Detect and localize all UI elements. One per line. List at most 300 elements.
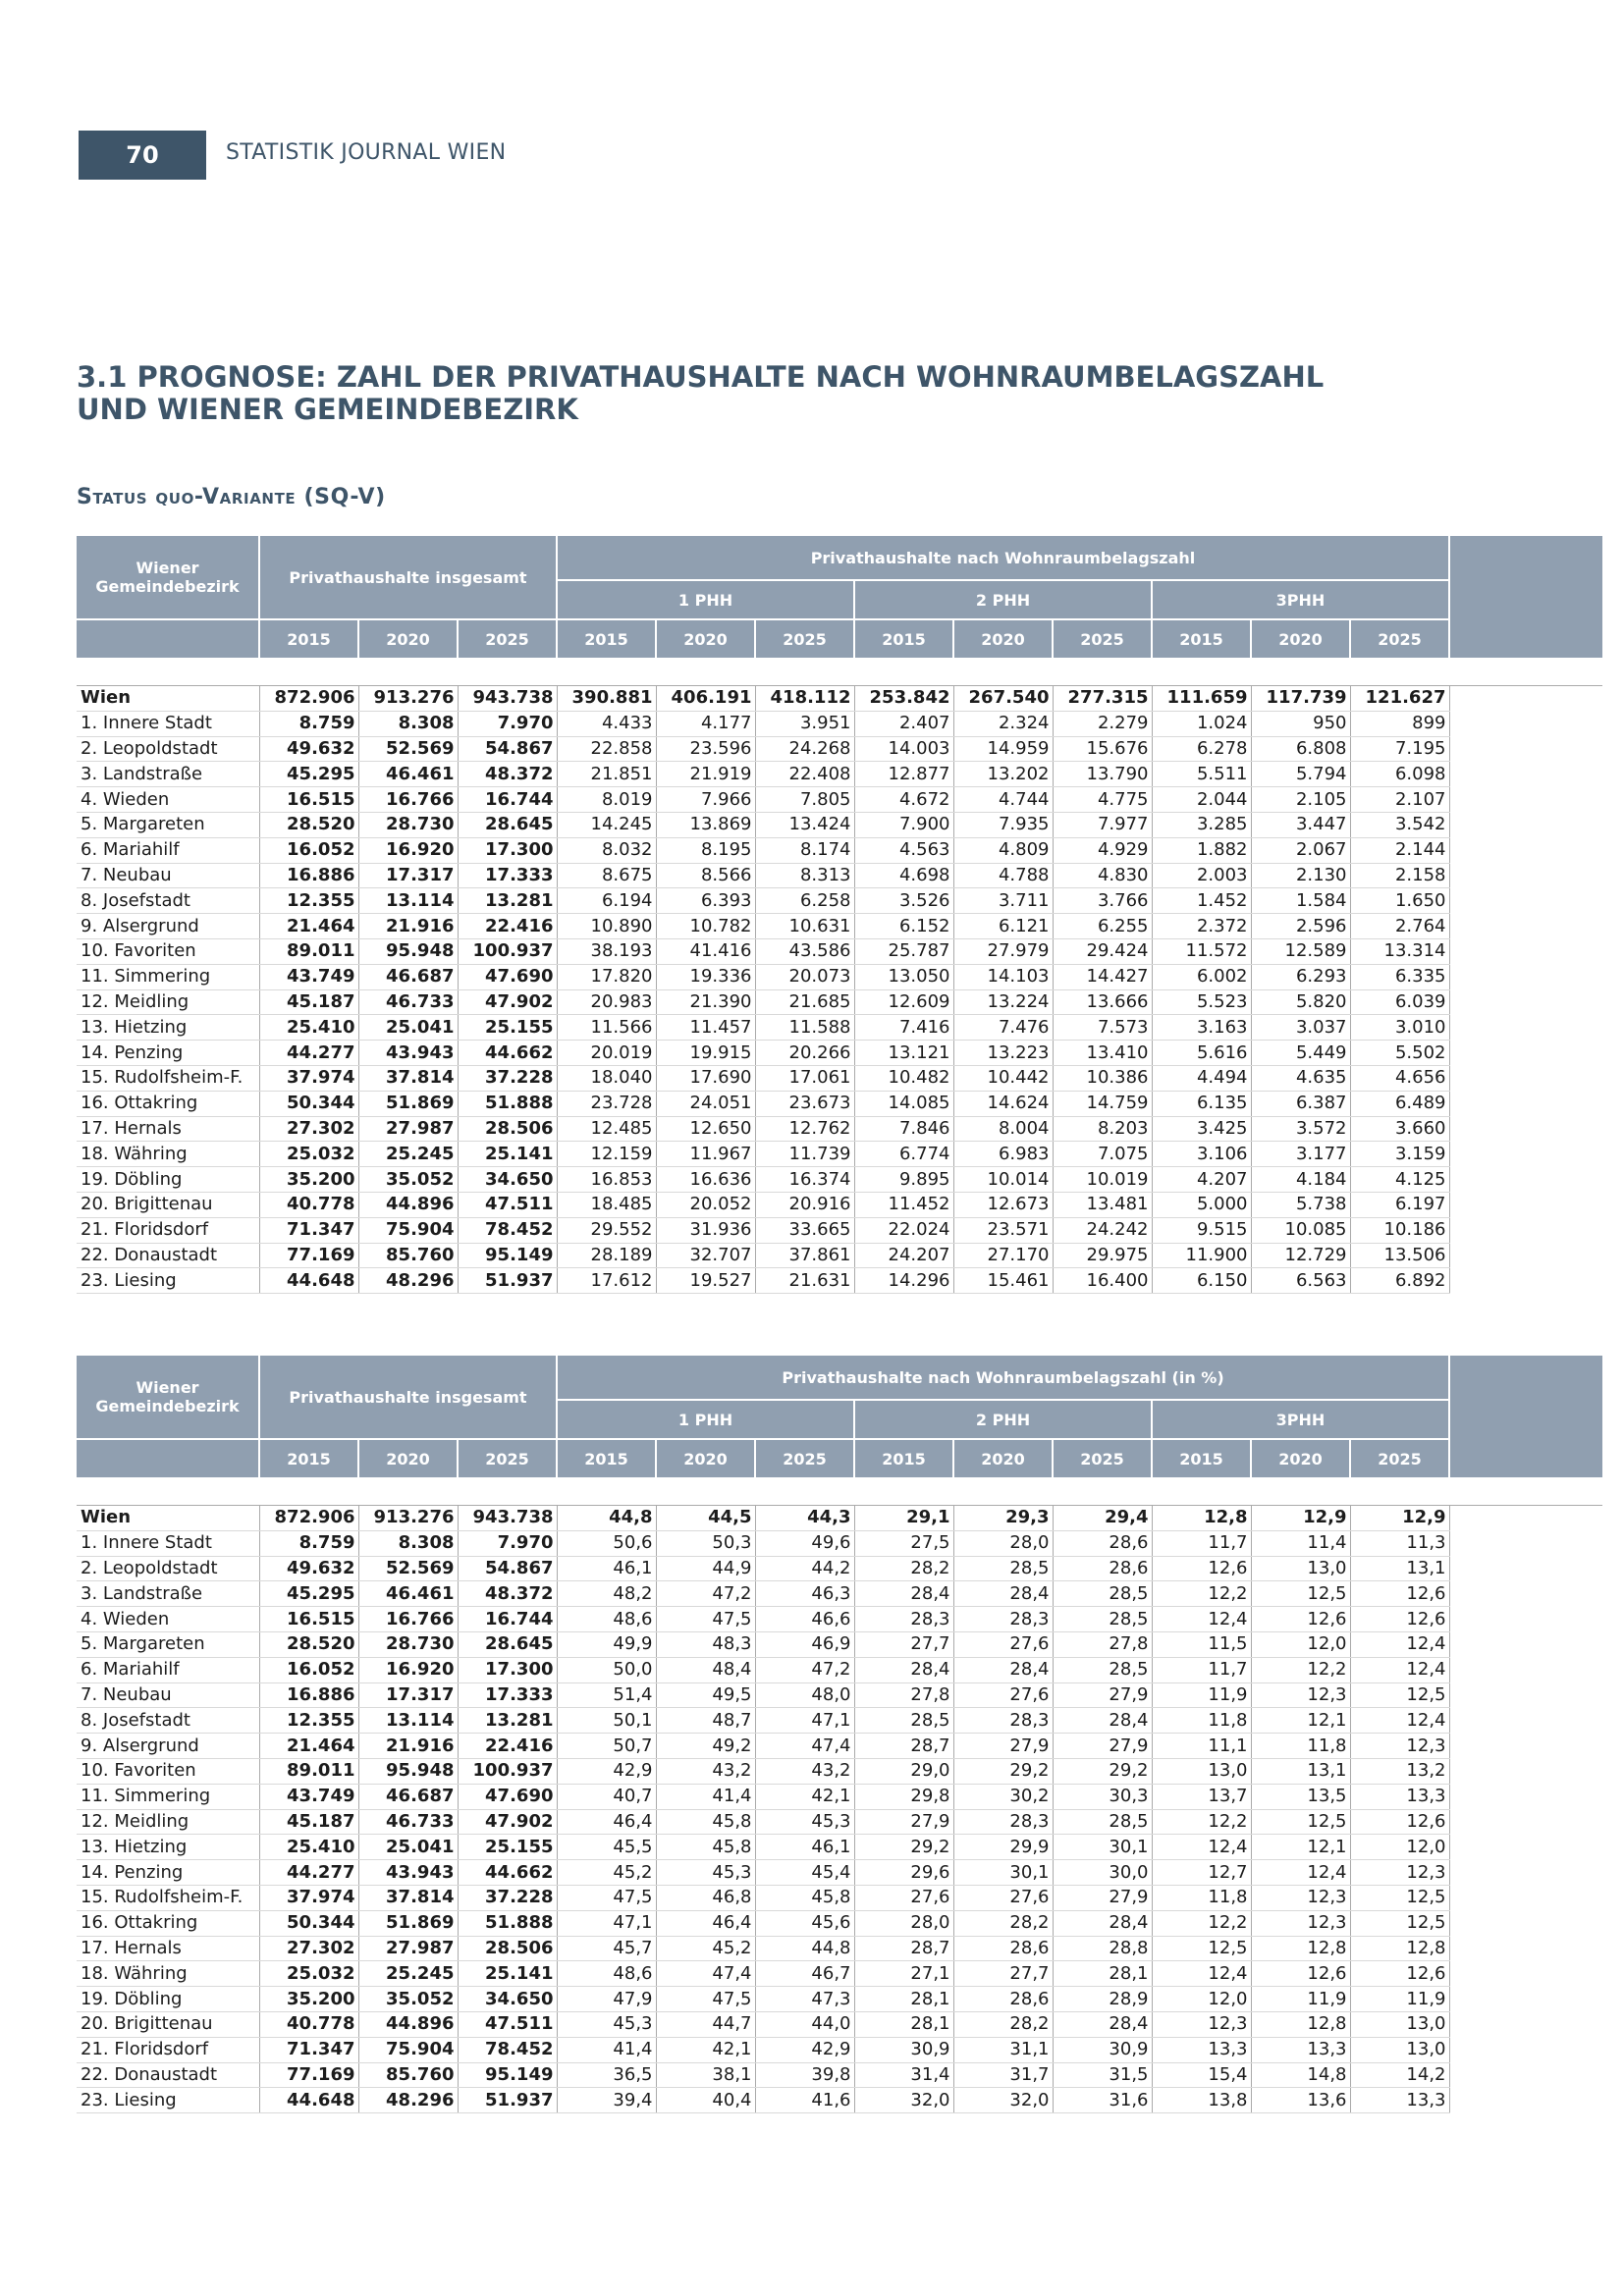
- value-cell: 277.315: [1053, 686, 1152, 712]
- value-cell: 3.037: [1251, 1015, 1350, 1041]
- value-cell: 18.040: [557, 1065, 656, 1091]
- value-cell: 78.452: [458, 2037, 557, 2062]
- value-cell: 17.333: [458, 863, 557, 888]
- value-cell: 4.775: [1053, 787, 1152, 813]
- value-cell: 22.416: [458, 1734, 557, 1759]
- households-count-table: [77, 536, 1602, 1294]
- row-extension: [1449, 1268, 1602, 1294]
- table-row: [77, 1167, 1602, 1193]
- value-cell: 12,7: [1152, 1860, 1251, 1886]
- table-row: [77, 1987, 1602, 2012]
- value-cell: 16.744: [458, 1607, 557, 1632]
- value-cell: 45,8: [656, 1809, 755, 1835]
- value-cell: 7.075: [1053, 1142, 1152, 1167]
- value-cell: 25.041: [358, 1835, 458, 1860]
- value-cell: 16.920: [358, 837, 458, 863]
- value-cell: 14.759: [1053, 1091, 1152, 1116]
- value-cell: 39,8: [755, 2062, 854, 2088]
- value-cell: 54.867: [458, 736, 557, 762]
- district-name-cell: 7. Neubau: [77, 863, 259, 888]
- value-cell: 27,9: [953, 1734, 1053, 1759]
- table-row: [77, 1091, 1602, 1116]
- value-cell: 5.502: [1350, 1041, 1449, 1066]
- value-cell: 5.449: [1251, 1041, 1350, 1066]
- value-cell: 6.194: [557, 888, 656, 914]
- value-cell: 27,6: [854, 1885, 953, 1910]
- value-cell: 22.416: [458, 914, 557, 939]
- value-cell: 41,4: [557, 2037, 656, 2062]
- value-cell: 7.573: [1053, 1015, 1152, 1041]
- value-cell: 17.690: [656, 1065, 755, 1091]
- value-cell: 28,0: [953, 1530, 1053, 1556]
- value-cell: 4.809: [953, 837, 1053, 863]
- value-cell: 16.920: [358, 1657, 458, 1682]
- table-row: [77, 1910, 1602, 1936]
- value-cell: 24.242: [1053, 1217, 1152, 1243]
- value-cell: 13.281: [458, 1708, 557, 1734]
- value-cell: 48,6: [557, 1607, 656, 1632]
- value-cell: 27,6: [953, 1682, 1053, 1708]
- district-name-cell: 17. Hernals: [77, 1116, 259, 1142]
- value-cell: 22.408: [755, 762, 854, 787]
- year-header: 2015: [1152, 619, 1251, 658]
- value-cell: 2.003: [1152, 863, 1251, 888]
- value-cell: 30,2: [953, 1784, 1053, 1809]
- value-cell: 37.974: [259, 1885, 358, 1910]
- value-cell: 12,6: [1350, 1581, 1449, 1607]
- value-cell: 16.636: [656, 1167, 755, 1193]
- value-cell: 28,2: [953, 2011, 1053, 2037]
- table-row: [77, 1809, 1602, 1835]
- year-header: 2015: [259, 619, 358, 658]
- value-cell: 12,0: [1350, 1835, 1449, 1860]
- value-cell: 51.937: [458, 2088, 557, 2113]
- value-cell: 12,3: [1251, 1682, 1350, 1708]
- value-cell: 41.416: [656, 938, 755, 964]
- value-cell: 85.760: [358, 1243, 458, 1268]
- value-cell: 4.656: [1350, 1065, 1449, 1091]
- district-name-cell: 18. Währing: [77, 1961, 259, 1987]
- table-row: [77, 1835, 1602, 1860]
- value-cell: 28,4: [854, 1581, 953, 1607]
- district-name-cell: 17. Hernals: [77, 1936, 259, 1961]
- district-name-cell: 23. Liesing: [77, 1268, 259, 1294]
- value-cell: 12,0: [1251, 1631, 1350, 1657]
- value-cell: 45,3: [557, 2011, 656, 2037]
- header-extension: [1449, 1356, 1602, 1477]
- value-cell: 18.485: [557, 1192, 656, 1217]
- value-cell: 12,4: [1152, 1607, 1251, 1632]
- district-name-cell: 8. Josefstadt: [77, 888, 259, 914]
- value-cell: 10.442: [953, 1065, 1053, 1091]
- value-cell: 4.177: [656, 711, 755, 736]
- value-cell: 32,0: [854, 2088, 953, 2113]
- value-cell: 44,8: [557, 1506, 656, 1531]
- value-cell: 12,2: [1152, 1809, 1251, 1835]
- by-occupancy-percent-header: Privathaushalte nach Wohnraumbelagszahl (in %): [557, 1356, 1449, 1400]
- value-cell: 28,6: [1053, 1556, 1152, 1581]
- value-cell: 30,0: [1053, 1860, 1152, 1886]
- value-cell: 48,6: [557, 1961, 656, 1987]
- value-cell: 28.189: [557, 1243, 656, 1268]
- row-extension: [1449, 711, 1602, 736]
- value-cell: 47,1: [755, 1708, 854, 1734]
- value-cell: 28,4: [854, 1657, 953, 1682]
- value-cell: 45,7: [557, 1936, 656, 1961]
- value-cell: 4.563: [854, 837, 953, 863]
- table-row: [77, 1631, 1602, 1657]
- value-cell: 267.540: [953, 686, 1053, 712]
- value-cell: 44,7: [656, 2011, 755, 2037]
- value-cell: 8.308: [358, 1530, 458, 1556]
- value-cell: 4.635: [1251, 1065, 1350, 1091]
- value-cell: 12.729: [1251, 1243, 1350, 1268]
- value-cell: 12,8: [1251, 2011, 1350, 2037]
- value-cell: 44,9: [656, 1556, 755, 1581]
- district-name-cell: 20. Brigittenau: [77, 2011, 259, 2037]
- value-cell: 12,4: [1152, 1961, 1251, 1987]
- value-cell: 3.447: [1251, 812, 1350, 837]
- row-extension: [1449, 2088, 1602, 2113]
- district-name-cell: 9. Alsergrund: [77, 1734, 259, 1759]
- value-cell: 14,2: [1350, 2062, 1449, 2088]
- value-cell: 28,3: [854, 1607, 953, 1632]
- total-column-header: Privathaushalte insgesamt: [259, 536, 557, 619]
- value-cell: 253.842: [854, 686, 953, 712]
- value-cell: 6.002: [1152, 964, 1251, 989]
- value-cell: 29,4: [1053, 1506, 1152, 1531]
- value-cell: 4.433: [557, 711, 656, 736]
- value-cell: 46,4: [557, 1809, 656, 1835]
- value-cell: 51,4: [557, 1682, 656, 1708]
- value-cell: 6.152: [854, 914, 953, 939]
- value-cell: 24.268: [755, 736, 854, 762]
- value-cell: 15,4: [1152, 2062, 1251, 2088]
- value-cell: 2.044: [1152, 787, 1251, 813]
- year-header: 2025: [1053, 619, 1152, 658]
- year-header: 2020: [358, 1439, 458, 1477]
- value-cell: 6.983: [953, 1142, 1053, 1167]
- value-cell: 12,1: [1251, 1708, 1350, 1734]
- value-cell: 13,1: [1251, 1758, 1350, 1784]
- value-cell: 2.067: [1251, 837, 1350, 863]
- table-row: [77, 938, 1602, 964]
- value-cell: 28,6: [953, 1936, 1053, 1961]
- value-cell: 6.278: [1152, 736, 1251, 762]
- value-cell: 25.041: [358, 1015, 458, 1041]
- value-cell: 21.390: [656, 989, 755, 1015]
- value-cell: 44.277: [259, 1041, 358, 1066]
- value-cell: 12,5: [1152, 1936, 1251, 1961]
- value-cell: 10.890: [557, 914, 656, 939]
- value-cell: 8.203: [1053, 1116, 1152, 1142]
- value-cell: 20.266: [755, 1041, 854, 1066]
- value-cell: 12,6: [1350, 1809, 1449, 1835]
- district-name-cell: 21. Floridsdorf: [77, 1217, 259, 1243]
- spacer-row: [77, 658, 1602, 686]
- row-extension: [1449, 1091, 1602, 1116]
- table-row: [77, 2037, 1602, 2062]
- value-cell: 49.632: [259, 736, 358, 762]
- row-extension: [1449, 863, 1602, 888]
- value-cell: 13,5: [1251, 1784, 1350, 1809]
- value-cell: 17.820: [557, 964, 656, 989]
- value-cell: 20.983: [557, 989, 656, 1015]
- value-cell: 16.515: [259, 1607, 358, 1632]
- value-cell: 16.400: [1053, 1268, 1152, 1294]
- value-cell: 11.566: [557, 1015, 656, 1041]
- value-cell: 16.052: [259, 1657, 358, 1682]
- table-row: [77, 1506, 1602, 1531]
- value-cell: 28.645: [458, 812, 557, 837]
- value-cell: 12.355: [259, 888, 358, 914]
- value-cell: 3.526: [854, 888, 953, 914]
- value-cell: 37.861: [755, 1243, 854, 1268]
- value-cell: 872.906: [259, 686, 358, 712]
- value-cell: 78.452: [458, 1217, 557, 1243]
- value-cell: 5.738: [1251, 1192, 1350, 1217]
- value-cell: 28,8: [1053, 1936, 1152, 1961]
- value-cell: 25.410: [259, 1015, 358, 1041]
- value-cell: 3.010: [1350, 1015, 1449, 1041]
- value-cell: 11.739: [755, 1142, 854, 1167]
- value-cell: 13.506: [1350, 1243, 1449, 1268]
- value-cell: 35.200: [259, 1167, 358, 1193]
- value-cell: 13,3: [1152, 2037, 1251, 2062]
- value-cell: 29.975: [1053, 1243, 1152, 1268]
- value-cell: 44.896: [358, 1192, 458, 1217]
- value-cell: 6.197: [1350, 1192, 1449, 1217]
- value-cell: 10.631: [755, 914, 854, 939]
- value-cell: 1.024: [1152, 711, 1251, 736]
- value-cell: 6.121: [953, 914, 1053, 939]
- value-cell: 3.542: [1350, 812, 1449, 837]
- section-title-line-1: 3.1 PROGNOSE: ZAHL DER PRIVATHAUSHALTE NACH WOHNRAUMBELAGSZAHL: [77, 360, 1325, 394]
- value-cell: 13,8: [1152, 2088, 1251, 2113]
- value-cell: 12.159: [557, 1142, 656, 1167]
- district-name-cell: 4. Wieden: [77, 1607, 259, 1632]
- table-row: [77, 989, 1602, 1015]
- value-cell: 24.051: [656, 1091, 755, 1116]
- table-row: [77, 1142, 1602, 1167]
- value-cell: 34.650: [458, 1167, 557, 1193]
- value-cell: 11,1: [1152, 1734, 1251, 1759]
- value-cell: 28.520: [259, 812, 358, 837]
- value-cell: 12.762: [755, 1116, 854, 1142]
- value-cell: 27,9: [1053, 1885, 1152, 1910]
- table-row: [77, 914, 1602, 939]
- value-cell: 45,3: [656, 1860, 755, 1886]
- value-cell: 47.511: [458, 2011, 557, 2037]
- district-name-cell: 11. Simmering: [77, 964, 259, 989]
- value-cell: 30,1: [953, 1860, 1053, 1886]
- value-cell: 11,9: [1251, 1987, 1350, 2012]
- district-name-cell: 2. Leopoldstadt: [77, 736, 259, 762]
- value-cell: 38.193: [557, 938, 656, 964]
- value-cell: 33.665: [755, 1217, 854, 1243]
- value-cell: 29,2: [854, 1835, 953, 1860]
- table-row: [77, 1243, 1602, 1268]
- value-cell: 12,8: [1152, 1506, 1251, 1531]
- value-cell: 37.814: [358, 1885, 458, 1910]
- value-cell: 4.672: [854, 787, 953, 813]
- value-cell: 46,9: [755, 1631, 854, 1657]
- value-cell: 30,9: [1053, 2037, 1152, 2062]
- value-cell: 14.296: [854, 1268, 953, 1294]
- value-cell: 41,4: [656, 1784, 755, 1809]
- value-cell: 27.302: [259, 1116, 358, 1142]
- value-cell: 75.904: [358, 1217, 458, 1243]
- value-cell: 47,5: [656, 1607, 755, 1632]
- value-cell: 2.372: [1152, 914, 1251, 939]
- value-cell: 7.977: [1053, 812, 1152, 837]
- district-name-cell: 20. Brigittenau: [77, 1192, 259, 1217]
- subgroup-1phh: 1 PHH: [557, 580, 854, 619]
- value-cell: 13,6: [1251, 2088, 1350, 2113]
- value-cell: 16.853: [557, 1167, 656, 1193]
- value-cell: 43.586: [755, 938, 854, 964]
- district-name-cell: 22. Donaustadt: [77, 1243, 259, 1268]
- value-cell: 6.808: [1251, 736, 1350, 762]
- value-cell: 8.032: [557, 837, 656, 863]
- value-cell: 49.632: [259, 1556, 358, 1581]
- value-cell: 16.515: [259, 787, 358, 813]
- value-cell: 19.915: [656, 1041, 755, 1066]
- year-header: 2015: [557, 619, 656, 658]
- value-cell: 28,6: [1053, 1530, 1152, 1556]
- value-cell: 77.169: [259, 1243, 358, 1268]
- value-cell: 4.788: [953, 863, 1053, 888]
- value-cell: 12.355: [259, 1708, 358, 1734]
- value-cell: 49,5: [656, 1682, 755, 1708]
- value-cell: 38,1: [656, 2062, 755, 2088]
- year-header: 2025: [1350, 619, 1449, 658]
- district-name-cell: 13. Hietzing: [77, 1015, 259, 1041]
- subgroup-2phh: 2 PHH: [854, 1400, 1152, 1439]
- row-extension: [1449, 1192, 1602, 1217]
- value-cell: 13,1: [1350, 1556, 1449, 1581]
- value-cell: 25.245: [358, 1142, 458, 1167]
- district-name-cell: 16. Ottakring: [77, 1091, 259, 1116]
- row-extension: [1449, 1809, 1602, 1835]
- value-cell: 406.191: [656, 686, 755, 712]
- value-cell: 25.141: [458, 1961, 557, 1987]
- value-cell: 27,6: [953, 1885, 1053, 1910]
- value-cell: 44,0: [755, 2011, 854, 2037]
- value-cell: 28,4: [953, 1657, 1053, 1682]
- value-cell: 13,3: [1251, 2037, 1350, 2062]
- value-cell: 27.987: [358, 1116, 458, 1142]
- table-row: [77, 1708, 1602, 1734]
- value-cell: 49,2: [656, 1734, 755, 1759]
- value-cell: 46.461: [358, 1581, 458, 1607]
- value-cell: 2.130: [1251, 863, 1350, 888]
- value-cell: 27,7: [854, 1631, 953, 1657]
- value-cell: 46,3: [755, 1581, 854, 1607]
- district-name-cell: Wien: [77, 686, 259, 712]
- value-cell: 13.114: [358, 1708, 458, 1734]
- district-name-cell: 1. Innere Stadt: [77, 1530, 259, 1556]
- value-cell: 3.159: [1350, 1142, 1449, 1167]
- row-extension: [1449, 1734, 1602, 1759]
- row-extension: [1449, 2011, 1602, 2037]
- value-cell: 19.527: [656, 1268, 755, 1294]
- value-cell: 29.552: [557, 1217, 656, 1243]
- value-cell: 15.461: [953, 1268, 1053, 1294]
- value-cell: 2.596: [1251, 914, 1350, 939]
- value-cell: 913.276: [358, 686, 458, 712]
- value-cell: 13.424: [755, 812, 854, 837]
- value-cell: 14.959: [953, 736, 1053, 762]
- value-cell: 12,3: [1251, 1885, 1350, 1910]
- value-cell: 6.255: [1053, 914, 1152, 939]
- value-cell: 2.279: [1053, 711, 1152, 736]
- value-cell: 28.520: [259, 1631, 358, 1657]
- value-cell: 11.572: [1152, 938, 1251, 964]
- value-cell: 3.163: [1152, 1015, 1251, 1041]
- table-row: [77, 2011, 1602, 2037]
- value-cell: 47.511: [458, 1192, 557, 1217]
- value-cell: 45,8: [656, 1835, 755, 1860]
- value-cell: 7.935: [953, 812, 1053, 837]
- row-extension: [1449, 2062, 1602, 2088]
- table-row: [77, 1530, 1602, 1556]
- value-cell: 48,7: [656, 1708, 755, 1734]
- row-extension: [1449, 1167, 1602, 1193]
- value-cell: 12,4: [1350, 1708, 1449, 1734]
- row-extension: [1449, 1936, 1602, 1961]
- district-name-cell: 16. Ottakring: [77, 1910, 259, 1936]
- value-cell: 28,5: [1053, 1581, 1152, 1607]
- value-cell: 13.202: [953, 762, 1053, 787]
- value-cell: 95.948: [358, 1758, 458, 1784]
- value-cell: 30,1: [1053, 1835, 1152, 1860]
- district-name-cell: 5. Margareten: [77, 812, 259, 837]
- value-cell: 14,8: [1251, 2062, 1350, 2088]
- year-header: 2015: [854, 1439, 953, 1477]
- value-cell: 44.648: [259, 2088, 358, 2113]
- value-cell: 17.317: [358, 1682, 458, 1708]
- value-cell: 2.407: [854, 711, 953, 736]
- section-title: [77, 361, 1324, 426]
- value-cell: 6.387: [1251, 1091, 1350, 1116]
- value-cell: 28,5: [1053, 1809, 1152, 1835]
- district-name-cell: 15. Rudolfsheim-F.: [77, 1065, 259, 1091]
- value-cell: 7.970: [458, 711, 557, 736]
- table-row: [77, 686, 1602, 712]
- value-cell: 21.464: [259, 1734, 358, 1759]
- district-name-cell: 11. Simmering: [77, 1784, 259, 1809]
- value-cell: 8.004: [953, 1116, 1053, 1142]
- value-cell: 45,5: [557, 1835, 656, 1860]
- row-extension: [1449, 1041, 1602, 1066]
- table-row: [77, 1784, 1602, 1809]
- value-cell: 23.673: [755, 1091, 854, 1116]
- value-cell: 47.902: [458, 989, 557, 1015]
- value-cell: 28,7: [854, 1734, 953, 1759]
- year-header: 2025: [1350, 1439, 1449, 1477]
- value-cell: 47,2: [656, 1581, 755, 1607]
- row-extension: [1449, 1015, 1602, 1041]
- row-extension: [1449, 686, 1602, 712]
- subgroup-1phh: 1 PHH: [557, 1400, 854, 1439]
- value-cell: 43,2: [656, 1758, 755, 1784]
- value-cell: 9.895: [854, 1167, 953, 1193]
- district-name-cell: 10. Favoriten: [77, 938, 259, 964]
- year-header: 2015: [854, 619, 953, 658]
- value-cell: 25.787: [854, 938, 953, 964]
- row-extension: [1449, 1708, 1602, 1734]
